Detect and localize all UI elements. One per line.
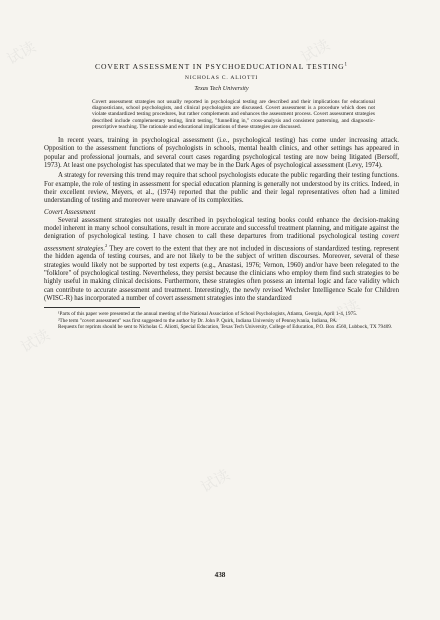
footnote-mark-2: 2 xyxy=(104,242,108,248)
footnote-2: ²The term "covert assessment" was first suggested to the author by Dr. John P. Quirk, Indiana University of Pennsylvania, Indiana, PA. xyxy=(58,317,338,324)
paper-title: COVERT ASSESSMENT IN PSYCHOEDUCATIONAL TESTING$^1$ xyxy=(95,62,348,71)
abstract: Covert assessment strategies not usually reported in psychological testing are described and their implications for educational diagnosticians, school psychologists, and clinical psychologists are discussed. Covert assessment is a procedure which does not violate standardized testing procedures, but rather complements and enhances the assessment process. Covert assessment strategies described include complementary testing, limit testing, "funnelling in," cross-analysis and consistent patterning, and diagnostic-prescriptive teaching. The rationale and educational implications of these strategies are discussed. xyxy=(92,99,375,130)
paper-page xyxy=(44,62,399,330)
footnote-1: ¹Parts of this paper were presented at the annual meeting of the National Association of School Psychologists, Atlanta, Georgia, April 1-4, 1975. xyxy=(58,311,358,318)
author-name: NICHOLAS C. ALIOTTI xyxy=(184,75,259,81)
footnotes xyxy=(44,311,399,329)
footnote-reprints: Requests for reprints should be sent to Nicholas C. Aliotti, Special Education, Texas Tech University, College of Education, P.O. Box 4560, Lubbock, TX 79409. xyxy=(58,323,393,330)
footnote-divider xyxy=(44,307,140,308)
page-number: 438 xyxy=(214,571,226,579)
paragraph-intro: In recent years, training in psychological assessment (i.e., psychological testing) has come under increasing attack. Opposition to the assessment functions of psychologists in schools, mental health clinics, and other settings has appeared in popular and professional journals, and several court cases regarding psychological testing are now being litigated (Bersoff, 1973). At least one psychologist has speculated that we may be in the Dark Ages of psychological assessment (Levy, 1974). xyxy=(44,137,399,170)
paragraph-covert: Several assessment strategies not usually described in psychological testing books could enhance the decision-making model inherent in many school consultations, result in more accurate and successful treatment planning, and mitigate against the denigration of psychological testing. I have chosen to call these departures from traditional psychological testing covert assessment strategies.$^2$ They are covert to the extent that they are not included in discussions of standardized testing, represent the hidden agenda of testing courses, and are not likely to be the subject of written discourses. Moreover, several of these strategies would likely not be supported by test experts (e.g., Anastasi, 1976; Vernon, 1960) and/or have been relegated to the "folklore" of psychological testing. Nevertheless, they persist because the clinicians who employ them find such strategies to be highly useful in making clinical decisions. Furthermore, these strategies often possess an internal logic and face validity which can contribute to accurate assessment and treatment. Interestingly, the newly revised Wechsler Intelligence Scale for Children (WISC-R) has incorporated a number of covert assessment strategies into the standardized xyxy=(44,216,399,303)
title-footnote-mark: 1 xyxy=(344,62,348,68)
body-text xyxy=(44,137,399,303)
section-heading: Covert Assessment xyxy=(44,208,96,216)
paragraph-strategy: A strategy for reversing this trend may require that school psychologists educate the public regarding their testing functions. For example, the role of testing in assessment for special education planning is generally not understood by its critics. Indeed, in their excellent review, Meyers, et al., (1974) reported that the public and their legal representatives often had a limited understanding of testing and moreover were unaware of its complexities. xyxy=(44,172,399,205)
author-affiliation: Texas Tech University xyxy=(194,85,249,92)
emphasis-term: covert assessment strategies xyxy=(44,233,399,253)
